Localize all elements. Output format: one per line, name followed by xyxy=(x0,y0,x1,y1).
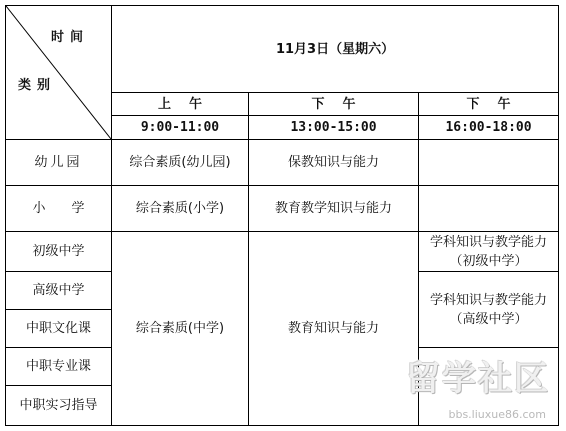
category-kindergarten: 幼儿园 xyxy=(6,140,112,186)
subject-primary-am: 综合素质(小学) xyxy=(112,186,249,232)
category-senior-high: 高级中学 xyxy=(6,272,112,310)
time-afternoon-2: 16:00-18:00 xyxy=(419,116,559,140)
corner-label-time: 时间 xyxy=(50,30,89,45)
exam-date: 11月3日（星期六） xyxy=(112,6,559,93)
empty-cell xyxy=(419,140,559,186)
time-morning: 9:00-11:00 xyxy=(112,116,249,140)
category-junior-middle: 初级中学 xyxy=(6,232,112,272)
header-corner-cell xyxy=(6,6,112,140)
exam-schedule-table xyxy=(5,5,559,426)
category-vocational-internship: 中职实习指导 xyxy=(6,386,112,426)
category-vocational-professional: 中职专业课 xyxy=(6,348,112,386)
subject-senior-late-line2: （高级中学） xyxy=(449,311,528,327)
category-primary: 小学 xyxy=(6,186,112,232)
subject-primary-pm: 教育教学知识与能力 xyxy=(249,186,419,232)
subject-middle-am: 综合素质(中学) xyxy=(112,232,249,426)
subject-junior-late-line1: 学科知识与教学能力 xyxy=(430,234,548,250)
subject-kindergarten-pm: 保教知识与能力 xyxy=(249,140,419,186)
subject-middle-pm: 教育知识与能力 xyxy=(249,232,419,426)
corner-label-category: 类别 xyxy=(18,78,57,93)
diagonal-line xyxy=(6,6,111,139)
subject-junior-late-line2: （初级中学） xyxy=(449,253,528,269)
category-vocational-culture: 中职文化课 xyxy=(6,310,112,348)
watermark-url: bbs.liuxue86.com xyxy=(448,408,546,421)
watermark-logo-text: 留学社区 xyxy=(406,359,550,399)
time-afternoon-1: 13:00-15:00 xyxy=(249,116,419,140)
period-morning: 上午 xyxy=(112,93,249,116)
subject-senior-late-line1: 学科知识与教学能力 xyxy=(430,292,548,308)
period-afternoon-2: 下午 xyxy=(419,93,559,116)
subject-junior-late xyxy=(419,232,559,272)
empty-cell xyxy=(419,186,559,232)
subject-kindergarten-am: 综合素质(幼儿园) xyxy=(112,140,249,186)
empty-cell xyxy=(419,348,559,426)
period-afternoon-1: 下午 xyxy=(249,93,419,116)
subject-senior-late xyxy=(419,272,559,348)
